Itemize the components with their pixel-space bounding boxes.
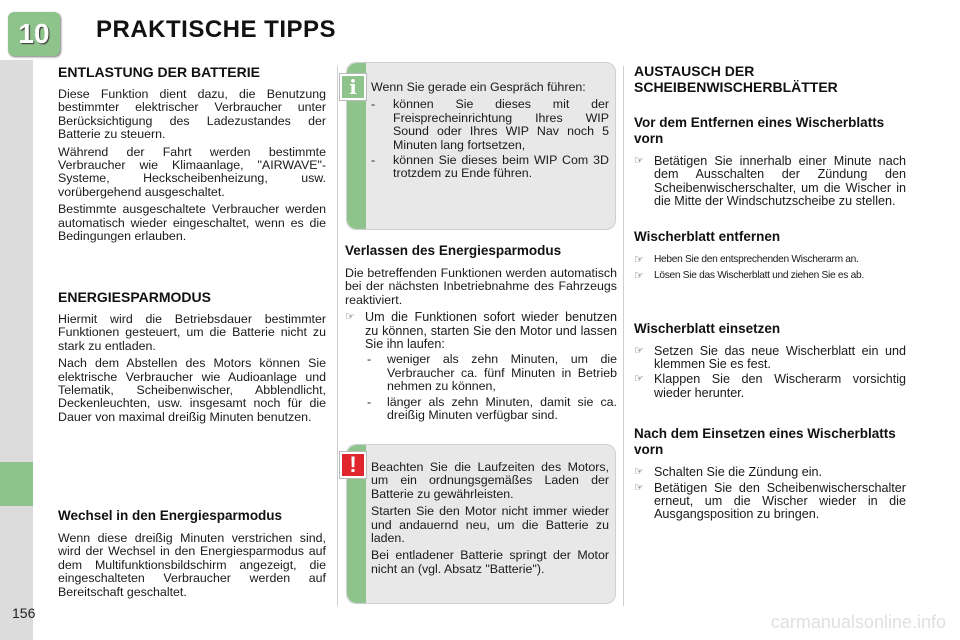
warning-paragraph: Beachten Sie die Laufzeiten des Motors, um ein ordnungsgemäßes Laden der Batterie zu gewährleisten. bbox=[371, 460, 609, 501]
wiper-bullet: ☞ Lösen Sie das Wischerblatt und ziehen Sie es ab. bbox=[634, 269, 864, 282]
leave-title: Verlassen des Energiesparmodus bbox=[345, 243, 562, 258]
warning-paragraph: Starten Sie den Motor nicht immer wieder und andauernd neu, um die Batterie zu laden. bbox=[371, 504, 609, 546]
leave-paragraph: Die betreffenden Funktionen werden automatisch bei der nächsten Inbetriebnahme des Fahrzeugs reaktiviert. bbox=[345, 266, 617, 307]
wiper-section bbox=[634, 63, 906, 524]
wiper-title: AUSTAUSCH DER SCHEIBENWISCHERBLÄTTER bbox=[634, 63, 838, 95]
warning-icon: ! bbox=[340, 452, 366, 478]
switch-title: Wechsel in den Energiesparmodus bbox=[58, 508, 283, 523]
chapter-badge bbox=[8, 12, 60, 56]
chapter-side-tab bbox=[0, 462, 33, 506]
wiper-bullet: ☞ Betätigen Sie innerhalb einer Minute nach dem Ausschalten der Zündung den Scheibenwischerschalter, um die Wischer in die Mitte der Windschutzscheibe zu stellen. bbox=[634, 154, 906, 209]
wiper-bullet: ☞ Setzen Sie das neue Wischerblatt ein und klemmen Sie es fest. bbox=[634, 343, 906, 372]
wiper-bullet: ☞ Heben Sie den entsprechenden Wischerarm an. bbox=[634, 253, 859, 266]
page-title: PRAKTISCHE TIPPS bbox=[96, 16, 337, 43]
battery-paragraph: Diese Funktion dient dazu, die Benutzung bestimmter elektrischer Verbraucher unter Berücksichtigung des Ladezustandes der Batterie zu steuern. bbox=[58, 87, 326, 142]
watermark: carmanualsonline.info bbox=[770, 612, 946, 632]
battery-paragraph: Bestimmte ausgeschaltete Verbraucher werden automatisch wieder eingeschaltet, wenn es die Bedingungen erlauben. bbox=[58, 202, 326, 244]
energy-paragraph: Nach dem Abstellen des Motors können Sie elektrische Verbraucher wie Audioanlage und Telematik, Scheibenwischer, Abblendlicht, Deckenleuchten, usw. insgesamt noch für die Dauer von maximal dreißig Minuten benutzen. bbox=[58, 356, 326, 424]
pointing-hand-icon: ☞ bbox=[634, 155, 644, 167]
switch-section bbox=[58, 508, 326, 603]
pointing-hand-icon: ☞ bbox=[634, 269, 644, 282]
wiper-subheading: Vor dem Entfernen eines Wischerblatts vorn bbox=[634, 115, 885, 146]
info-intro: Wenn Sie gerade ein Gespräch führen: bbox=[371, 80, 586, 94]
info-list-item: - können Sie dieses mit der Freisprecheinrichtung Ihres WIP Sound oder Ihres WIP Nav noch 5 Minuten lang fortsetzen, bbox=[371, 97, 609, 152]
pointing-hand-icon: ☞ bbox=[634, 481, 644, 494]
wiper-subheading: Nach dem Einsetzen eines Wischerblatts vorn bbox=[634, 426, 896, 458]
pointing-hand-icon: ☞ bbox=[634, 344, 644, 357]
pointing-hand-icon: ☞ bbox=[345, 311, 355, 324]
info-list-item: - können Sie dieses beim WIP Com 3D trotzdem zu Ende führen. bbox=[371, 153, 609, 181]
leave-bullet: ☞ Um die Funktionen sofort wieder benutzen zu können, starten Sie den Motor und lassen Sie ihn laufen: bbox=[345, 310, 617, 352]
page-number: 156 bbox=[12, 605, 36, 621]
leave-subitem: - weniger als zehn Minuten, um die Verbraucher ca. fünf Minuten in Betrieb nehmen zu können, bbox=[367, 352, 617, 394]
battery-section bbox=[58, 64, 326, 247]
energy-section bbox=[58, 289, 326, 428]
energy-paragraph: Hiermit wird die Betriebsdauer bestimmter Funktionen gesteuert, um die Batterie nicht zu stark zu entladen. bbox=[58, 312, 326, 353]
warning-paragraph: Bei entladener Batterie springt der Motor nicht an (vgl. Absatz "Batterie"). bbox=[371, 548, 609, 576]
wiper-subheading: Wischerblatt einsetzen bbox=[634, 320, 781, 336]
pointing-hand-icon: ☞ bbox=[634, 466, 644, 479]
leave-section bbox=[345, 243, 617, 424]
column-divider bbox=[623, 66, 624, 606]
leave-subitem: - länger als zehn Minuten, damit sie ca. dreißig Minuten verfügbar sind. bbox=[367, 394, 617, 423]
wiper-bullet: ☞ Schalten Sie die Zündung ein. bbox=[634, 465, 823, 480]
energy-title: ENERGIESPARMODUS bbox=[58, 289, 211, 305]
battery-paragraph: Während der Fahrt werden bestimmte Verbraucher wie Klimaanlage, "AIRWAVE"-Systeme, Heckscheibenheizung, usw. vorübergehend ausgeschaltet. bbox=[58, 144, 326, 199]
switch-paragraph: Wenn diese dreißig Minuten verstrichen sind, wird der Wechsel in den Energiesparmodus auf dem Multifunktionsbildschirm angezeigt, die eingeschalteten Verbraucher werden auf Bereitschaft geschaltet. bbox=[58, 531, 326, 599]
pointing-hand-icon: ☞ bbox=[634, 373, 644, 386]
battery-title: ENTLASTUNG DER BATTERIE bbox=[58, 64, 260, 80]
wiper-subheading: Wischerblatt entfernen bbox=[634, 228, 781, 244]
info-panel bbox=[346, 62, 616, 230]
warning-panel bbox=[346, 444, 616, 604]
chapter-number: 10 bbox=[18, 18, 50, 49]
wiper-bullet: ☞ Betätigen Sie den Scheibenwischerschalter erneut, um die Wischer wieder in die Ausgangsposition zu bringen. bbox=[634, 480, 906, 522]
left-sidebar bbox=[0, 60, 36, 640]
info-icon: i bbox=[340, 74, 366, 100]
wiper-bullet: ☞ Klappen Sie den Wischerarm vorsichtig wieder herunter. bbox=[634, 372, 906, 400]
column-divider bbox=[337, 66, 338, 606]
pointing-hand-icon: ☞ bbox=[634, 253, 644, 266]
